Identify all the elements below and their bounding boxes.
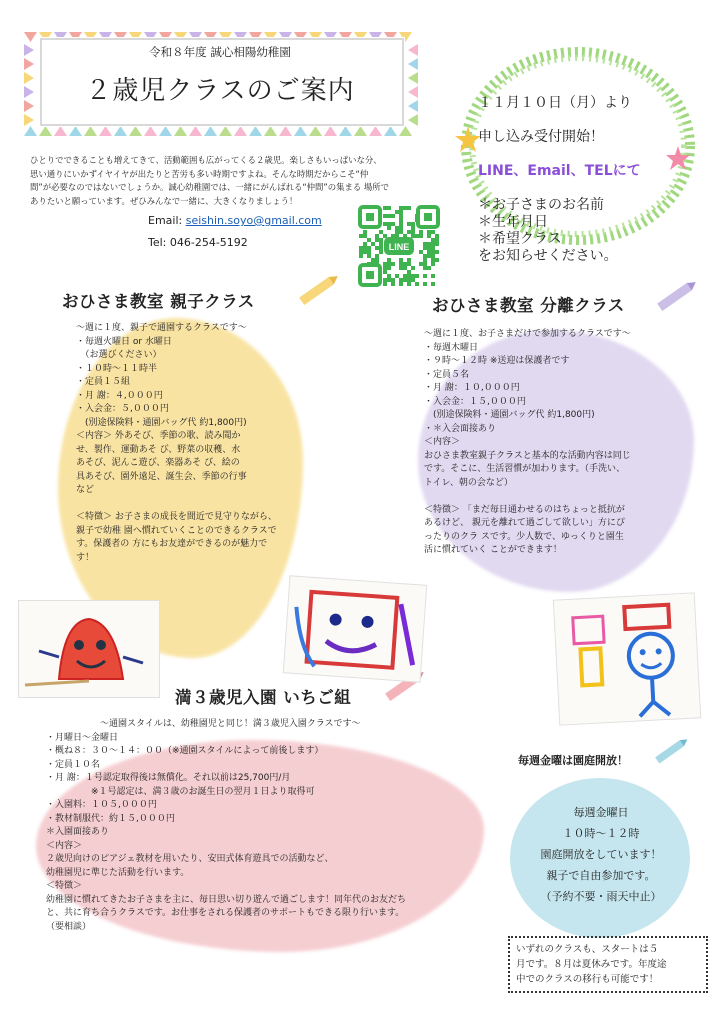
qr-module bbox=[387, 274, 391, 278]
qr-module bbox=[383, 262, 387, 266]
qr-module bbox=[383, 234, 387, 238]
bunting-flag bbox=[399, 126, 412, 136]
qr-module bbox=[391, 282, 395, 286]
bunting-flag bbox=[24, 32, 37, 42]
qr-module bbox=[399, 210, 403, 214]
qr-module bbox=[387, 262, 391, 266]
bunting-flag bbox=[84, 126, 97, 136]
qr-module bbox=[403, 262, 407, 266]
qr-module bbox=[399, 278, 403, 282]
bunting-flag bbox=[219, 126, 232, 136]
qr-module bbox=[419, 230, 423, 234]
qr-module bbox=[367, 254, 371, 258]
qr-module bbox=[435, 250, 439, 254]
qr-module bbox=[419, 262, 423, 266]
qr-module bbox=[415, 234, 419, 238]
qr-module bbox=[411, 230, 415, 234]
qr-module bbox=[387, 258, 391, 262]
qr-module bbox=[431, 274, 435, 278]
child-drawing-faces bbox=[553, 592, 701, 725]
qr-module bbox=[383, 222, 387, 226]
bunting-flag bbox=[54, 126, 67, 136]
qr-module bbox=[387, 222, 391, 226]
qr-module bbox=[411, 278, 415, 282]
bunting-flag bbox=[39, 126, 52, 136]
qr-module bbox=[415, 282, 419, 286]
qr-module bbox=[403, 278, 407, 282]
bunting-flag bbox=[294, 126, 307, 136]
qr-module bbox=[411, 234, 415, 238]
qr-module bbox=[363, 250, 367, 254]
bunting-flag bbox=[384, 126, 397, 136]
bunting-flag bbox=[24, 72, 34, 84]
qr-module bbox=[399, 214, 403, 218]
bunting-flag bbox=[24, 114, 34, 126]
qr-module bbox=[391, 278, 395, 282]
qr-module bbox=[387, 214, 391, 218]
qr-module bbox=[435, 238, 439, 242]
qr-module bbox=[407, 282, 411, 286]
bunting-flag bbox=[144, 126, 157, 136]
qr-module bbox=[419, 250, 423, 254]
qr-module bbox=[387, 266, 391, 270]
qr-module bbox=[375, 246, 379, 250]
qr-module bbox=[407, 206, 411, 210]
qr-module bbox=[359, 254, 363, 258]
bunting-flag bbox=[189, 126, 202, 136]
bunting-flag bbox=[114, 126, 127, 136]
bunting-flag bbox=[24, 100, 34, 112]
qr-module bbox=[375, 234, 379, 238]
bunting-flag bbox=[24, 86, 34, 98]
bunting-flag bbox=[324, 126, 337, 136]
qr-module bbox=[407, 262, 411, 266]
qr-module bbox=[423, 274, 427, 278]
qr-module bbox=[431, 242, 435, 246]
qr-line-label: LINE bbox=[388, 242, 410, 252]
qr-module bbox=[415, 274, 419, 278]
qr-module bbox=[423, 258, 427, 262]
qr-module bbox=[375, 254, 379, 258]
bunting-flag bbox=[99, 126, 112, 136]
bunting-flag bbox=[408, 100, 418, 112]
qr-module bbox=[363, 246, 367, 250]
ichigo-class-details: ～通園スタイルは、幼稚園児と同じ！満３歳児入園クラスです～ ・月曜日～金曜日 ・概ね８：３０～１４：００（※通園スタイルによって前後します） ・定員１０名 ・月 謝：１号認定取得後は無償化。それ以前は25,700円/月 ※１号認定は、満３歳のお誕生日の翌月１日より取得可 ・入園料：１０５,０００円 ・教材制服代：約１５,０００円 ＊入園面接あり ＜内容＞ ２歳児向けのピアジェ教材を用いたり、安田式体育遊具での活動など、 幼稚園児に準じた活動を行います。 ＜特徴＞ 幼稚園に慣れてきたお子さまを主に、毎日思い切り遊んで過ごします！同年代のお友だち と、共に育ち合うクラスです。お仕事をされる保護者のサポートもできる限り行います。 （要相談） bbox=[46, 719, 407, 932]
qr-module bbox=[399, 230, 403, 234]
qr-module bbox=[407, 278, 411, 282]
qr-module bbox=[399, 222, 403, 226]
bunting-flag bbox=[408, 114, 418, 126]
bunting-flag bbox=[24, 126, 37, 136]
application-notice bbox=[478, 78, 698, 282]
notice-date: １１月１０日（月）より bbox=[478, 95, 632, 111]
qr-module bbox=[379, 242, 383, 246]
qr-module bbox=[407, 222, 411, 226]
qr-module bbox=[379, 246, 383, 250]
email-link[interactable]: seishin.soyo@gmail.com bbox=[185, 214, 322, 227]
qr-module bbox=[431, 246, 435, 250]
qr-module bbox=[359, 250, 363, 254]
qr-module bbox=[411, 222, 415, 226]
qr-module bbox=[403, 266, 407, 270]
tel-row: Tel: 046-254-5192 bbox=[148, 236, 248, 249]
bunri-class-details: ～週に１度、お子さまだけで参加するクラスです～ ・毎週木曜日 ・９時～１２時 ※送迎は保護者です ・定員５名 ・月 謝：１０,０００円 ・入会金：１５,０００円 (別途保険料・通園バッグ代 約1,800円) ・＊入会面接あり ＜内容＞ おひさま教室親子クラスと基本的な活動内容は同じ です。そこに、生活習慣が加わります。（手洗い、 トイレ、朝の会など） ＜特徴＞ 「まだ毎日通わせるのはちょっと抵抗が あるけど、 親元を離れて過ごして欲しい」方にぴ ったりのクラ スです。少人数で、ゆっくりと園生 活に慣れていく ことができます！ bbox=[424, 329, 631, 555]
garden-open-title: 毎週金曜は園庭開放！ bbox=[518, 754, 628, 767]
qr-module bbox=[383, 278, 387, 282]
qr-module bbox=[399, 226, 403, 230]
bunting-flag bbox=[69, 126, 82, 136]
qr-module bbox=[431, 238, 435, 242]
notice-methods: LINE、Email、TELにて bbox=[478, 163, 641, 179]
qr-module bbox=[387, 206, 391, 210]
qr-module bbox=[383, 266, 387, 270]
qr-module bbox=[387, 226, 391, 230]
qr-module bbox=[399, 262, 403, 266]
qr-module bbox=[427, 250, 431, 254]
bunting-flag bbox=[339, 126, 352, 136]
bunting-flag bbox=[234, 126, 247, 136]
qr-module bbox=[427, 246, 431, 250]
qr-module bbox=[423, 246, 427, 250]
bunting-flag bbox=[354, 126, 367, 136]
qr-module bbox=[403, 274, 407, 278]
qr-module bbox=[391, 262, 395, 266]
email-label: Email: bbox=[148, 214, 186, 227]
child-drawing-red-face bbox=[18, 600, 160, 698]
qr-module bbox=[363, 234, 367, 238]
qr-module bbox=[383, 282, 387, 286]
qr-module bbox=[419, 234, 423, 238]
qr-module bbox=[359, 234, 363, 238]
crayon-icon bbox=[650, 278, 700, 314]
qr-module bbox=[407, 270, 411, 274]
qr-module bbox=[407, 258, 411, 262]
qr-module bbox=[431, 282, 435, 286]
qr-module bbox=[399, 206, 403, 210]
qr-module bbox=[403, 206, 407, 210]
qr-module bbox=[371, 258, 375, 262]
qr-module bbox=[363, 230, 367, 234]
oyako-class-title: おひさま教室 親子クラス bbox=[62, 292, 255, 311]
qr-module bbox=[383, 206, 387, 210]
page-title: ２歳児クラスのご案内 bbox=[85, 76, 355, 106]
qr-module bbox=[395, 226, 399, 230]
bunting-flag bbox=[408, 72, 418, 84]
bunting-flag bbox=[408, 44, 418, 56]
qr-module bbox=[371, 242, 375, 246]
footer-note: いずれのクラスも、スタートは５ 月です。８月は夏休みです。年度途 中でのクラスの移行も可能です！ bbox=[508, 936, 708, 993]
qr-module bbox=[423, 282, 427, 286]
notice-start: 申し込み受付開始！ bbox=[478, 129, 604, 145]
qr-module bbox=[431, 250, 435, 254]
bunting-flag bbox=[408, 86, 418, 98]
qr-module bbox=[435, 234, 439, 238]
qr-module bbox=[411, 226, 415, 230]
notice-requirements: ＊お子さまのお名前 ＊生年月日 ＊希望クラス をお知らせください。 bbox=[478, 197, 618, 264]
qr-module bbox=[395, 210, 399, 214]
line-qr-code[interactable] bbox=[356, 203, 442, 289]
qr-module bbox=[383, 214, 387, 218]
qr-module bbox=[387, 278, 391, 282]
qr-module bbox=[399, 218, 403, 222]
qr-module bbox=[399, 266, 403, 270]
qr-module bbox=[411, 274, 415, 278]
qr-module bbox=[431, 230, 435, 234]
qr-module bbox=[367, 238, 371, 242]
qr-module bbox=[367, 246, 371, 250]
qr-module bbox=[431, 258, 435, 262]
header-subtitle: 令和８年度 誠心相陽幼稚園 bbox=[149, 45, 291, 59]
bunting-flag bbox=[369, 126, 382, 136]
bunting-flag bbox=[204, 126, 217, 136]
qr-module bbox=[399, 258, 403, 262]
qr-module bbox=[431, 262, 435, 266]
qr-module bbox=[435, 242, 439, 246]
qr-module bbox=[383, 270, 387, 274]
qr-module bbox=[423, 266, 427, 270]
qr-module bbox=[395, 274, 399, 278]
qr-module bbox=[435, 258, 439, 262]
qr-module bbox=[379, 230, 383, 234]
qr-module bbox=[363, 242, 367, 246]
child-drawing-colorful bbox=[283, 575, 428, 682]
bunting-flag bbox=[174, 126, 187, 136]
qr-module bbox=[391, 222, 395, 226]
email-row bbox=[148, 214, 322, 227]
qr-module bbox=[375, 258, 379, 262]
bunting-flag bbox=[279, 126, 292, 136]
bunting-flag bbox=[129, 126, 142, 136]
crayon-icon bbox=[648, 736, 692, 766]
qr-module bbox=[423, 254, 427, 258]
qr-module bbox=[427, 254, 431, 258]
bunting-flag bbox=[408, 58, 418, 70]
qr-module bbox=[427, 266, 431, 270]
ichigo-class-title: 満３歳児入園 いちご組 bbox=[175, 688, 352, 707]
qr-module bbox=[427, 234, 431, 238]
qr-module bbox=[407, 230, 411, 234]
qr-module bbox=[407, 274, 411, 278]
qr-module bbox=[423, 262, 427, 266]
oyako-class-details: ～週に１度、親子で通園するクラスです～ ・毎週火曜日 or 水曜日 （お選びください） ・１０時～１１時半 ・定員１５組 ・月 謝：４,０００円 ・入会金：５,０００円 (別途保険料・通園バッグ代 約1,800円) ＜内容＞ 外あそび、季節の歌、読み聞か せ、製作、運動あそ び、野菜の収穫、水 あそび、泥んこ遊び、楽器あそ び、絵の 具あそび、園外遠足、誕生会、季節の行事 など ＜特徴＞ お子さまの成長を間近で見守りながら、 親子で幼稚 園へ慣れていくことのできるクラスで す。保護者の 方にもお友達ができるのが魅力で す！ bbox=[76, 323, 277, 563]
bunting-flag bbox=[309, 126, 322, 136]
qr-module bbox=[391, 214, 395, 218]
bunting-flag bbox=[249, 126, 262, 136]
bunri-class-title: おひさま教室 分離クラス bbox=[432, 296, 625, 315]
qr-module bbox=[423, 242, 427, 246]
bunting-flag bbox=[159, 126, 172, 136]
qr-module bbox=[379, 238, 383, 242]
qr-module bbox=[411, 266, 415, 270]
qr-module bbox=[359, 246, 363, 250]
bunting-flag bbox=[264, 126, 277, 136]
qr-module bbox=[375, 238, 379, 242]
intro-paragraph: ひとりでできることも増えてきて、活動範囲も広がってくる２歳児。楽しさもいっぱいな分、 思い通りにいかずイヤイヤが出たりと苦労も多い時期ですよね。そんな時期だからこそ“仲 間”が必要なのではないでしょうか。誠心幼稚園では、一緒にがんばれる“仲間”の集まる 場所で ありたいと願っています。ぜひみんなで一緒に、大きくなりましょう！ bbox=[30, 155, 390, 206]
garden-open-details: 毎週金曜日 １０時～１２時 園庭開放をしています！ 親子で自由参加です。 （予約不要・雨天中止） bbox=[540, 806, 662, 903]
crayon-icon bbox=[292, 272, 342, 308]
qr-module bbox=[427, 230, 431, 234]
qr-module bbox=[399, 282, 403, 286]
qr-module bbox=[379, 250, 383, 254]
qr-module bbox=[427, 242, 431, 246]
qr-module bbox=[431, 254, 435, 258]
bunting-flag bbox=[24, 44, 34, 56]
qr-module bbox=[367, 250, 371, 254]
bunting-flag bbox=[24, 58, 34, 70]
qr-module bbox=[395, 230, 399, 234]
